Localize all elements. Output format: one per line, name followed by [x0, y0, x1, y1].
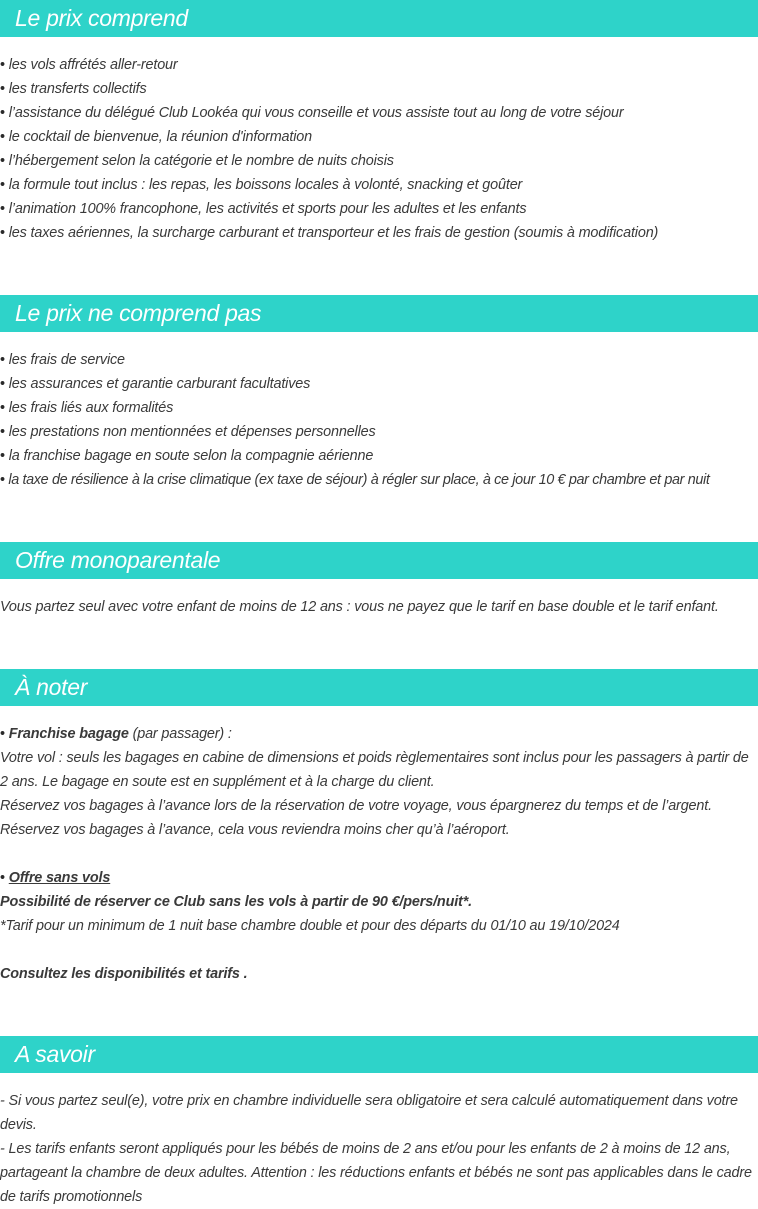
no-flight-footnote: *Tarif pour un minimum de 1 nuit base chambre double et pour des départs du 01/10 au 19/10/2024 — [0, 918, 620, 934]
single-parent-text: Vous partez seul avec votre enfant de moins de 12 ans : vous ne payez que le tarif en base double et le tarif enfant. — [0, 599, 719, 615]
spacer — [0, 842, 758, 866]
spacer — [0, 938, 758, 962]
list-item: • les transferts collectifs — [0, 81, 147, 97]
list-item: • l’assistance du délégué Club Lookéa qui vous conseille et vous assiste tout au long de votre séjour — [0, 105, 624, 121]
list-item: • les taxes aériennes, la surcharge carburant et transporteur et les frais de gestion (soumis à modification) — [0, 225, 659, 241]
list-item: - Les tarifs enfants seront appliqués pour les bébés de moins de 2 ans et/ou pour les enfants de 2 à moins de 12 ans, partageant la chambre de deux adultes. Attention : les réductions enfants et bébés ne sont pas applicables dans le cadre de tarifs promotionnels — [0, 1141, 752, 1205]
bullet-icon: • — [0, 448, 5, 464]
no-flight-text: Possibilité de réserver ce Club sans les vols à partir de 90 €/pers/nuit*. — [0, 894, 472, 910]
bullet-icon: • — [0, 129, 5, 145]
bullet-icon: • — [0, 225, 5, 241]
list-item: • les assurances et garantie carburant facultatives — [0, 376, 311, 392]
list-item: • les vols affrétés aller-retour — [0, 57, 178, 73]
bullet-icon: • — [0, 424, 5, 440]
availability-link[interactable]: Consultez les disponibilités et tarifs . — [0, 966, 248, 982]
single-parent-text-block — [0, 595, 758, 619]
bullet-icon: • — [0, 153, 5, 169]
list-item: • la taxe de résilience à la crise climatique (ex taxe de séjour) à régler sur place, à ce jour 10 € par chambre et par nuit — [0, 472, 710, 488]
list-item: • le cocktail de bienvenue, la réunion d'information — [0, 129, 312, 145]
list-item: • l’animation 100% francophone, les activités et sports pour les adultes et les enfants — [0, 201, 527, 217]
no-flight-label: Offre sans vols — [8, 870, 111, 886]
bullet-icon: • — [0, 105, 5, 121]
baggage-tip: Réservez vos bagages à l’avance, cela vous reviendra moins cher qu’à l’aéroport. — [0, 822, 510, 838]
section-header-includes: Le prix comprend — [0, 0, 758, 37]
notes-block — [0, 722, 758, 986]
bullet-icon: • — [0, 870, 5, 886]
bullet-icon: • — [0, 352, 5, 368]
baggage-suffix: (par passager) : — [132, 726, 232, 742]
bullet-icon: • — [0, 726, 5, 742]
list-item: • la formule tout inclus : les repas, les boissons locales à volonté, snacking et goûter — [0, 177, 523, 193]
bullet-icon: • — [0, 81, 5, 97]
list-item: • les frais de service — [0, 352, 125, 368]
list-item: • la franchise bagage en soute selon la compagnie aérienne — [0, 448, 374, 464]
baggage-text: Votre vol : seuls les bagages en cabine de dimensions et poids règlementaires sont inclus pour les passagers à partir de 2 ans. Le bagage en soute est en supplément et à la charge du client. — [0, 750, 749, 790]
bullet-icon: • — [0, 376, 5, 392]
bullet-icon: • — [0, 400, 5, 416]
bullet-icon: • — [0, 57, 5, 73]
list-item: • les frais liés aux formalités — [0, 400, 174, 416]
list-item: - Si vous partez seul(e), votre prix en chambre individuelle sera obligatoire et sera calculé automatiquement dans votre devis. — [0, 1093, 738, 1133]
bullet-icon: • — [0, 201, 5, 217]
includes-list — [0, 53, 758, 245]
bullet-icon: • — [0, 177, 5, 193]
section-header-excludes: Le prix ne comprend pas — [0, 295, 758, 332]
section-header-notes: À noter — [0, 669, 758, 706]
list-item: • les prestations non mentionnées et dépenses personnelles — [0, 424, 376, 440]
section-header-single-parent: Offre monoparentale — [0, 542, 758, 579]
baggage-tip: Réservez vos bagages à l’avance lors de la réservation de votre voyage, vous épargnerez du temps et de l’argent. — [0, 798, 712, 814]
baggage-label: Franchise bagage — [8, 726, 129, 742]
list-item: • l’hébergement selon la catégorie et le nombre de nuits choisis — [0, 153, 394, 169]
excludes-list — [0, 348, 758, 492]
section-header-good-to-know: A savoir — [0, 1036, 758, 1073]
baggage-heading — [0, 722, 758, 746]
good-to-know-block — [0, 1089, 758, 1209]
bullet-icon: • — [0, 472, 5, 488]
no-flight-heading — [0, 866, 758, 890]
